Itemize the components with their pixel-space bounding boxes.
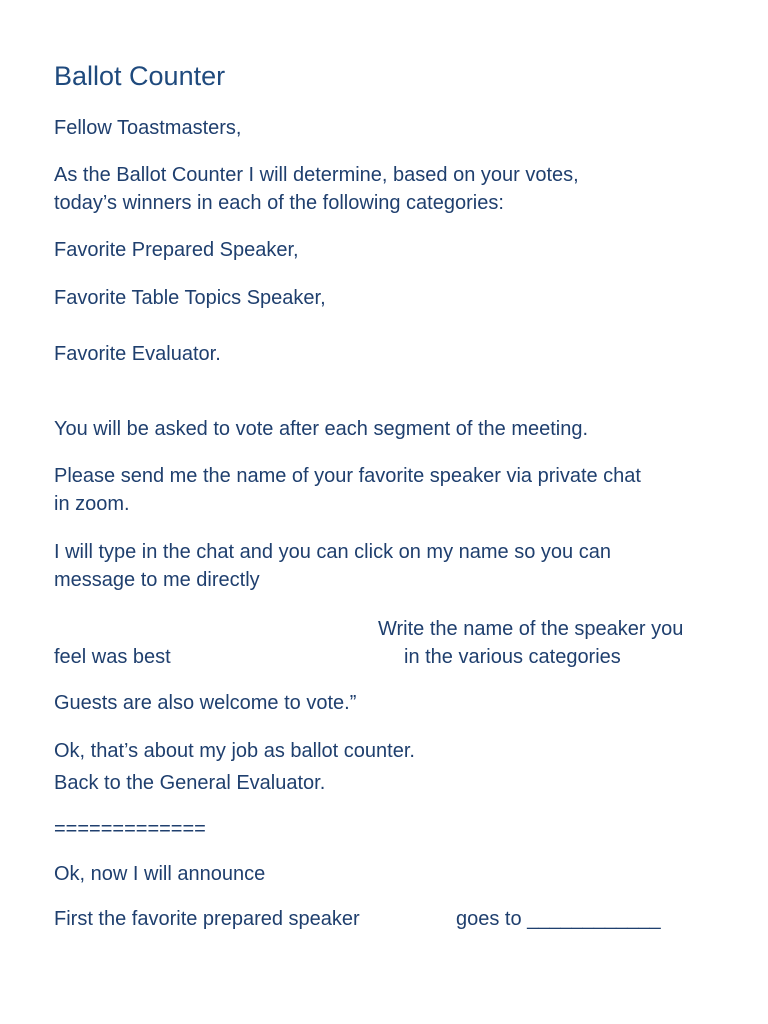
chat-line-1: I will type in the chat and you can click on my name so you can: [54, 541, 611, 563]
first-winner-left: First the favorite prepared speaker: [54, 908, 360, 930]
intro-line-2: today’s winners in each of the following categories:: [54, 192, 504, 214]
category-prepared-speaker: Favorite Prepared Speaker,: [54, 239, 299, 261]
category-table-topics: Favorite Table Topics Speaker,: [54, 287, 326, 309]
category-evaluator: Favorite Evaluator.: [54, 343, 221, 365]
send-line-1: Please send me the name of your favorite speaker via private chat: [54, 465, 641, 487]
write-line-2-left: feel was best: [54, 646, 171, 668]
send-line-2: in zoom.: [54, 493, 130, 515]
intro-line-1: As the Ballot Counter I will determine, based on your votes,: [54, 164, 579, 186]
write-line-2-right: in the various categories: [404, 646, 621, 668]
separator: =============: [54, 818, 206, 840]
page-title: Ballot Counter: [54, 61, 226, 91]
write-line-1: Write the name of the speaker you: [378, 618, 684, 640]
guests-line: Guests are also welcome to vote.”: [54, 692, 357, 714]
announce-line: Ok, now I will announce: [54, 863, 266, 885]
job-line-1: Ok, that’s about my job as ballot counter.: [54, 740, 415, 762]
job-line-2: Back to the General Evaluator.: [54, 772, 326, 794]
vote-timing: You will be asked to vote after each segment of the meeting.: [54, 418, 589, 440]
chat-line-2: message to me directly: [54, 569, 260, 591]
first-winner-right: goes to ____________: [456, 908, 661, 930]
greeting: Fellow Toastmasters,: [54, 117, 242, 139]
